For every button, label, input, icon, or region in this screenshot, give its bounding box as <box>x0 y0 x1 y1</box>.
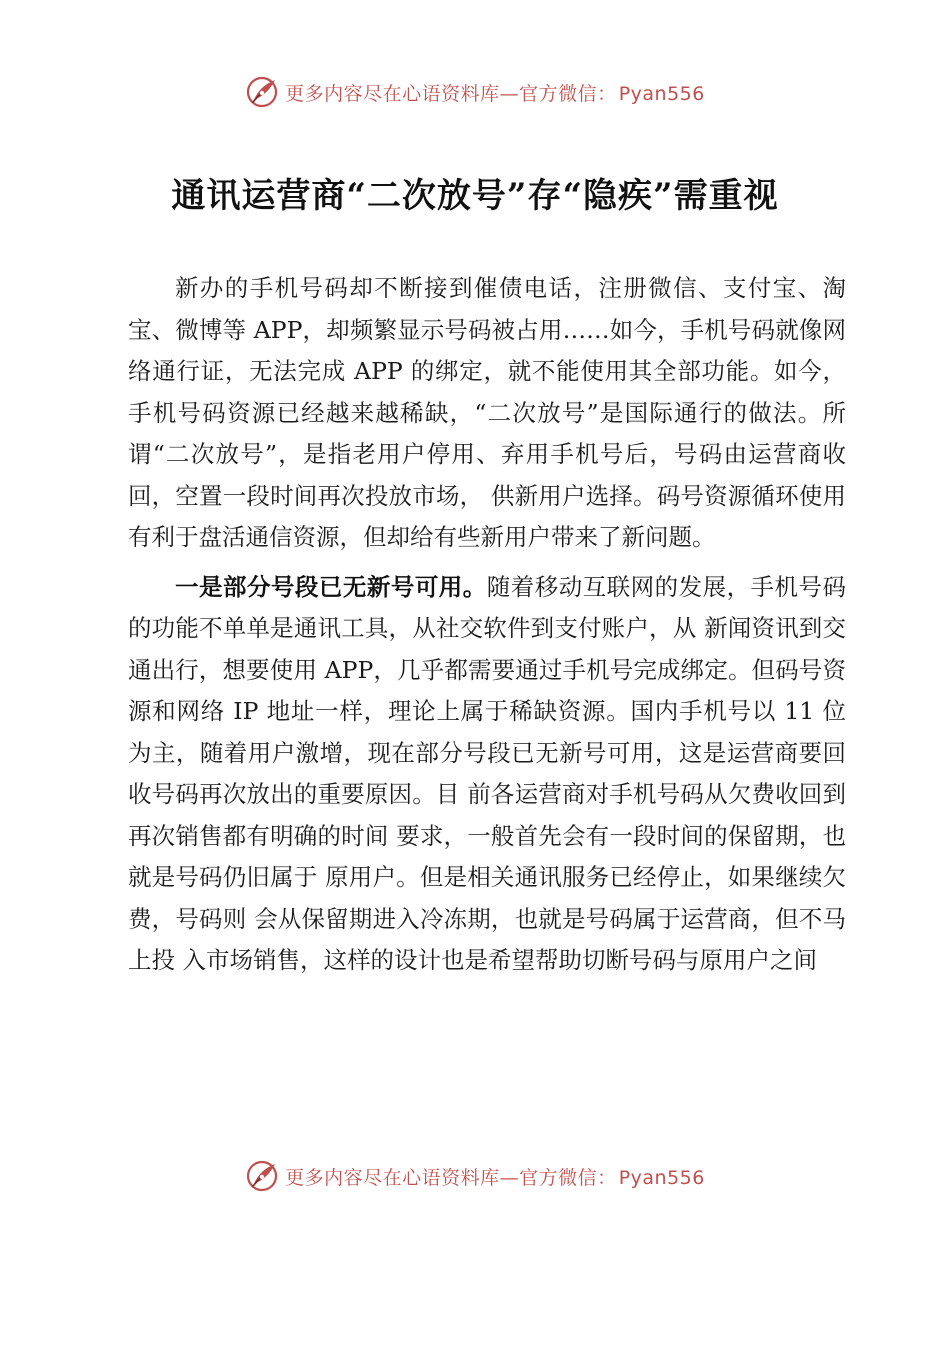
footer-banner <box>0 1156 950 1196</box>
banner-wechat-id: Pyan556 <box>618 82 705 105</box>
banner-main-text: 更多内容尽在心语资料库 <box>285 1166 500 1189</box>
document-title: 通讯运营商“二次放号”存“隐疾”需重视 <box>171 176 779 216</box>
feather-pen-logo-icon <box>245 75 279 109</box>
paragraph-lead-heading: 一是部分号段已无新号可用。 <box>175 572 487 601</box>
document-body <box>128 268 846 982</box>
paragraph-intro <box>128 268 846 559</box>
paragraph-text: 随着移动互联网的发展，手机号码的功能不单单是通讯工具，从社交软件到支付账户，从 新闻资讯到交通出行，想要使用 APP，几乎都需要通过手机号完成绑定。但码号资源和网络 IP 地址一样，理论上属于稀缺资源。国内手机号以 11 位为主，随着用户激增，现在部分号段已无新号可用，这是运营商要回收号码再次放出的重要原因。目 前各运营商对手机号码从欠费收回到再次销售都有明确的时间 要求，一般首先会有一段时间的保留期，也就是号码仍旧属于 原用户。但是相关通讯服务已经停止，如果继续欠费，号码则 会从保留期进入冷冻期，也就是号码属于运营商，但不马上投 入市场销售，这样的设计也是希望帮助切断号码与原用户之间 <box>128 572 847 974</box>
paragraph-point-one <box>128 567 846 982</box>
banner-wechat-label: 官方微信： <box>519 1166 617 1189</box>
banner-text <box>285 1163 705 1190</box>
feather-pen-logo-icon <box>245 1159 279 1193</box>
banner-separator: — <box>499 1166 520 1189</box>
paragraph-text: 新办的手机号码却不断接到催债电话，注册微信、支付宝、淘宝、微博等 APP，却频繁显示号码被占用……如今，手机号码就像网络通行证，无法完成 APP 的绑定，就不能使用其全部功能。如今，手机号码资源已经越来越稀缺，“二次放号”是国际通行的做法。所谓“二次放号”，是指老用户停用、弃用手机号后，号码由运营商收回，空置一段时间再次投放市场， 供新用户选择。码号资源循环使用有利于盘活通信资源，但却给有些新用户带来了新问题。 <box>128 274 846 551</box>
banner-separator: — <box>499 82 520 105</box>
banner-wechat-id: Pyan556 <box>618 1166 705 1189</box>
banner-wechat-label: 官方微信： <box>519 82 617 105</box>
banner-main-text: 更多内容尽在心语资料库 <box>285 82 500 105</box>
banner-text <box>285 79 705 106</box>
header-banner <box>0 72 950 112</box>
